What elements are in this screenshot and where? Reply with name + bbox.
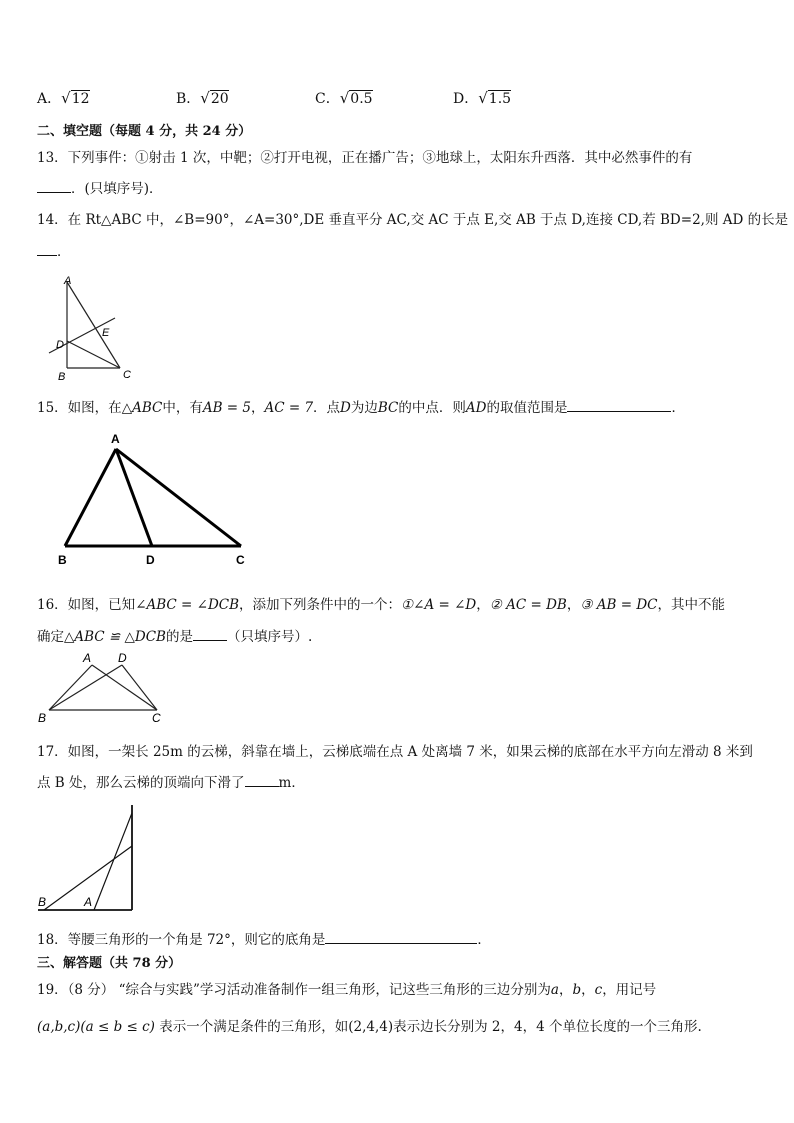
label-a: A bbox=[83, 651, 92, 665]
q16-line1 bbox=[37, 593, 725, 613]
q15-text: 15．如图，在 bbox=[37, 400, 122, 416]
q16-math: ③ AB = DC bbox=[580, 597, 658, 613]
radical-icon: √ bbox=[339, 89, 350, 107]
radical-icon: √ bbox=[61, 89, 71, 107]
answer-blank bbox=[193, 628, 227, 641]
q19-math: c bbox=[594, 982, 603, 998]
label-a: A bbox=[84, 895, 93, 909]
q15-text: 中，有 bbox=[162, 400, 203, 416]
option-c-value: 0.5 bbox=[350, 91, 373, 107]
q15-text: ．点 bbox=[313, 400, 341, 416]
q19-text: ，用记号 bbox=[602, 982, 657, 998]
q19-math: (a,b,c)(a ≤ b ≤ c) bbox=[37, 1019, 155, 1035]
q16-text: ， bbox=[566, 597, 581, 613]
option-b-value: 20 bbox=[210, 91, 229, 107]
q18-text: 18．等腰三角形的一个角是 72°，则它的底角是 bbox=[37, 932, 326, 948]
q14-figure bbox=[40, 272, 150, 387]
ladder-original bbox=[94, 813, 132, 910]
option-b-label: B． bbox=[176, 91, 201, 107]
segment-ab bbox=[65, 449, 116, 546]
q19-line2 bbox=[37, 1015, 702, 1035]
label-b: B bbox=[38, 711, 47, 725]
label-a: A bbox=[64, 275, 72, 287]
q16-text: ，其中不能 bbox=[657, 597, 725, 613]
q15-text: 为边 bbox=[350, 400, 378, 416]
q16-math: ② AC = DB bbox=[489, 597, 567, 613]
option-c bbox=[315, 88, 373, 108]
q17-figure bbox=[36, 805, 146, 913]
answer-blank bbox=[37, 243, 57, 256]
q19-math: b bbox=[572, 982, 582, 998]
segment-cd bbox=[122, 665, 157, 710]
q16-text: ， bbox=[476, 597, 490, 613]
q18-text: ． bbox=[477, 932, 491, 948]
q15-text: 的中点．则 bbox=[398, 400, 466, 416]
q14-line2 bbox=[37, 240, 71, 260]
option-d-value: 1.5 bbox=[488, 91, 512, 107]
q15-math: △ABC bbox=[121, 400, 163, 416]
label-a: A bbox=[111, 432, 120, 446]
q19-line1 bbox=[37, 978, 656, 998]
q15-math: AB = 5 bbox=[202, 400, 251, 416]
q15-line bbox=[37, 396, 685, 416]
q13-suffix: ．(只填序号)． bbox=[71, 181, 163, 197]
q16-text: （只填序号）. bbox=[226, 629, 313, 645]
answer-blank bbox=[37, 180, 71, 193]
q16-math: ①∠A = ∠D bbox=[401, 597, 477, 613]
q16-math: △ABC ≌ △DCB bbox=[64, 629, 166, 645]
q15-math: D bbox=[340, 400, 351, 416]
q19-text: 表示一个满足条件的三角形，如 bbox=[154, 1019, 349, 1035]
q16-text: 确定 bbox=[37, 629, 64, 645]
q15-math: AD bbox=[465, 400, 487, 416]
q17-text: 点 B 处，那么云梯的顶端向下滑了 bbox=[37, 775, 245, 791]
q15-text: ， bbox=[250, 400, 265, 416]
answer-blank bbox=[567, 399, 671, 412]
section-heading-fill-blank: 二、填空题（每题 4 分，共 24 分） bbox=[37, 124, 252, 139]
label-e: E bbox=[102, 327, 110, 339]
q16-text: ，添加下列条件中的一个： bbox=[239, 597, 402, 613]
option-a-value: 12 bbox=[71, 91, 90, 107]
option-a bbox=[37, 88, 90, 108]
q13-line1: 13．下列事件：①射击 1 次，中靶；②打开电视，正在播广告；③地球上，太阳东升西落．其中必然事件的有 bbox=[37, 150, 693, 166]
q19-text: ， bbox=[581, 982, 595, 998]
q19-text: 19．（8 分） “综合与实践”学习活动准备制作一组三角形，记这些三角形的三边分别为 bbox=[37, 982, 551, 998]
label-d: D bbox=[118, 651, 127, 665]
q16-text: 16．如图，已知 bbox=[37, 597, 136, 613]
label-c: C bbox=[152, 711, 161, 725]
section-heading-solutions: 三、解答题（共 78 分） bbox=[37, 956, 182, 971]
label-b: B bbox=[58, 371, 66, 383]
radical-icon: √ bbox=[200, 89, 210, 107]
label-b: B bbox=[58, 553, 67, 567]
q17-line1: 17．如图，一架长 25m 的云梯，斜靠在墙上，云梯底端在点 A 处离墙 7 米，如果云梯的底部在水平方向左滑动 8 米到 bbox=[37, 744, 753, 760]
q14-line1: 14．在 Rt△ABC 中，∠B=90°，∠A=30°,DE 垂直平分 AC,交 AC 于点 E,交 AB 于点 D,连接 CD,若 BD=2,则 AD 的长是 bbox=[37, 212, 789, 228]
q14-suffix: ． bbox=[57, 244, 71, 260]
q19-text: 表示边长分别为 2，4，4 个单位长度的一个三角形. bbox=[393, 1019, 702, 1035]
radical-icon: √ bbox=[478, 89, 488, 107]
segment-ca bbox=[92, 665, 157, 710]
option-d bbox=[453, 88, 511, 108]
label-c: C bbox=[236, 553, 245, 567]
q19-math: a bbox=[550, 982, 559, 998]
option-d-label: D． bbox=[453, 91, 479, 107]
q15-figure bbox=[55, 428, 255, 573]
label-d: D bbox=[146, 553, 155, 567]
q19-math: (2,4,4) bbox=[348, 1019, 394, 1035]
q16-line2 bbox=[37, 625, 312, 645]
q15-text: 的取值范围是 bbox=[486, 400, 568, 416]
answer-blank bbox=[245, 774, 279, 787]
label-b: B bbox=[38, 895, 47, 909]
q16-text: 的是 bbox=[165, 629, 193, 645]
q16-math: ∠ABC = ∠DCB bbox=[135, 597, 240, 613]
q17-line2 bbox=[37, 771, 305, 791]
q13-line2 bbox=[37, 177, 163, 197]
option-b bbox=[176, 88, 229, 108]
q19-text: ， bbox=[558, 982, 573, 998]
q18-line bbox=[37, 928, 491, 948]
q16-figure bbox=[36, 650, 176, 726]
answer-blank bbox=[325, 931, 477, 944]
option-c-label: C． bbox=[315, 91, 340, 107]
q15-math: BC bbox=[377, 400, 399, 416]
option-a-label: A． bbox=[37, 91, 62, 107]
q15-math: AC = 7 bbox=[264, 400, 314, 416]
q15-text: ． bbox=[671, 400, 685, 416]
q17-text: m． bbox=[278, 775, 305, 791]
label-d: D bbox=[56, 339, 64, 351]
label-c: C bbox=[123, 369, 131, 381]
